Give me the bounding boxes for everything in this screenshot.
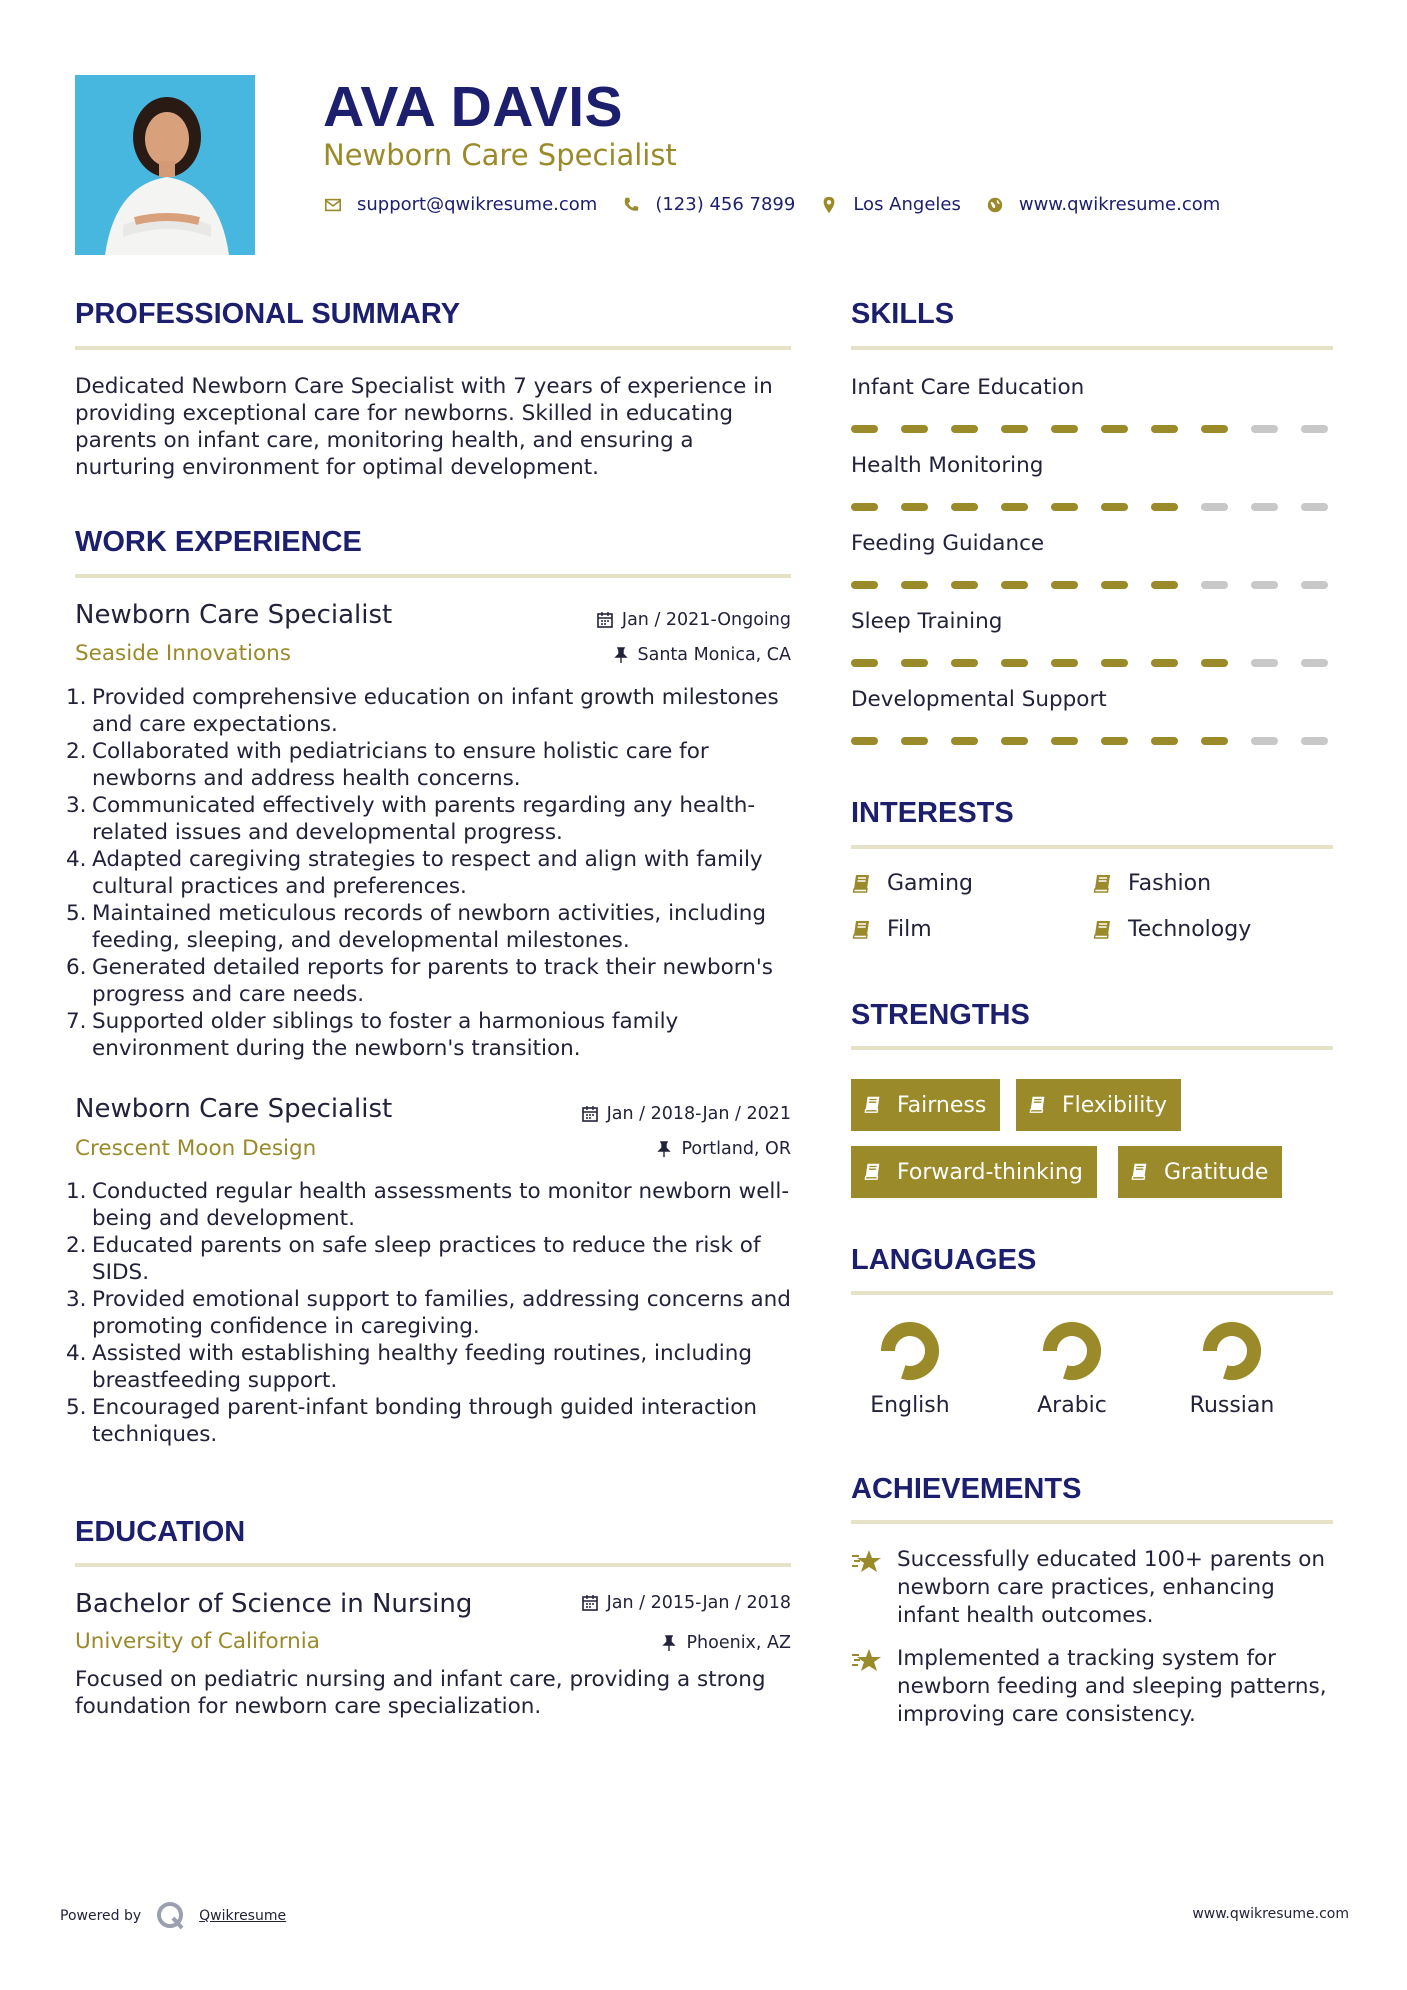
experience-heading: WORK EXPERIENCE [75, 526, 362, 558]
achievement-text: Implemented a tracking system for newborn feeding and sleeping patterns, improving care consistency. [897, 1646, 1327, 1727]
skill-4-rating [851, 659, 1351, 667]
language-progress-ring [878, 1319, 942, 1383]
job-2-bullets [66, 1178, 796, 1448]
footer-powered-by [60, 1900, 286, 1932]
contact-location [819, 194, 961, 215]
list-item: 1. Provided comprehensive education on infant growth milestones and care expectations. [66, 685, 779, 737]
strength-tag [851, 1146, 1097, 1198]
strength-label: Gratitude [1164, 1159, 1269, 1185]
skill-dot-filled [1001, 503, 1028, 511]
interest-item [1092, 871, 1211, 896]
skill-4-name: Sleep Training [851, 609, 1003, 634]
profile-photo [75, 75, 255, 255]
book-icon [863, 1161, 885, 1183]
job-2-date [581, 1104, 791, 1124]
contact-website[interactable] [985, 194, 1220, 215]
summary-text: Dedicated Newborn Care Specialist with 7 years of experience in providing exceptional care for newborns. Skilled in educating parents on infant care, monitoring health, and ensuring a nurturing environment for optimal development. [75, 374, 773, 480]
interest-item [851, 871, 973, 896]
language-label: Arabic [1037, 1393, 1107, 1418]
qwikresume-link[interactable]: Qwikresume [199, 1908, 287, 1924]
qwikresume-logo-icon [155, 1900, 187, 1932]
skill-dot-filled [1101, 503, 1128, 511]
summary-divider [75, 346, 791, 350]
strengths-heading: STRENGTHS [851, 999, 1030, 1031]
globe-icon [985, 195, 1005, 215]
calendar-icon [581, 1594, 599, 1612]
list-item: 7. Supported older siblings to foster a harmonious family environment during the newborn's transition. [66, 1009, 679, 1061]
interest-label: Film [887, 917, 932, 942]
job-1-date [596, 610, 791, 630]
skill-dot-empty [1301, 425, 1328, 433]
skill-dot-filled [1201, 659, 1228, 667]
education-description: Focused on pediatric nursing and infant care, providing a strong foundation for newborn care specialization. [75, 1667, 766, 1719]
strengths-divider [851, 1046, 1333, 1050]
list-item: 2. Collaborated with pediatricians to ensure holistic care for newborns and address health concerns. [66, 739, 709, 791]
achievements-heading: ACHIEVEMENTS [851, 1473, 1082, 1505]
powered-by-label: Powered by [60, 1908, 142, 1924]
list-item: 4. Assisted with establishing healthy feeding routines, including breastfeeding support. [66, 1341, 752, 1393]
book-icon [851, 872, 875, 896]
skill-dot-filled [1051, 503, 1078, 511]
interests-divider [851, 845, 1333, 849]
pushpin-icon [655, 1140, 673, 1158]
skill-1-rating [851, 425, 1351, 433]
skill-3-rating [851, 581, 1351, 589]
skill-dot-filled [851, 659, 878, 667]
skill-dot-empty [1301, 659, 1328, 667]
education-location [660, 1633, 791, 1653]
skill-2-name: Health Monitoring [851, 453, 1044, 478]
skill-3-name: Feeding Guidance [851, 531, 1045, 556]
skill-dot-filled [951, 737, 978, 745]
education-date-text: Jan / 2015-Jan / 2018 [606, 1593, 791, 1613]
language-item [1172, 1319, 1292, 1418]
job-1-company: Seaside Innovations [75, 641, 291, 666]
achievement-text: Successfully educated 100+ parents on newborn care practices, enhancing infant health outcomes. [897, 1547, 1326, 1628]
skill-dot-empty [1251, 581, 1278, 589]
skill-dot-filled [1051, 737, 1078, 745]
skill-dot-filled [851, 503, 878, 511]
skill-dot-empty [1251, 659, 1278, 667]
experience-divider [75, 574, 791, 578]
book-icon [851, 918, 875, 942]
skill-dot-filled [1051, 659, 1078, 667]
skill-dot-filled [901, 659, 928, 667]
job-2-location [655, 1139, 791, 1159]
language-item [850, 1319, 970, 1418]
phone-icon [621, 195, 641, 215]
skill-dot-filled [951, 659, 978, 667]
star-icon [851, 1546, 897, 1630]
list-item: 3. Provided emotional support to families, addressing concerns and promoting confidence in caregiving. [66, 1287, 791, 1339]
skill-dot-empty [1251, 737, 1278, 745]
skill-dot-filled [1001, 425, 1028, 433]
skill-dot-filled [1101, 737, 1128, 745]
book-icon [1092, 918, 1116, 942]
languages-heading: LANGUAGES [851, 1244, 1037, 1276]
job-1-date-text: Jan / 2021-Ongoing [621, 610, 791, 630]
education-degree: Bachelor of Science in Nursing [75, 1589, 473, 1619]
skill-dot-empty [1251, 503, 1278, 511]
list-item: 5. Encouraged parent-infant bonding through guided interaction techniques. [66, 1395, 757, 1447]
achievements-divider [851, 1520, 1333, 1524]
contact-phone-text: (123) 456 7899 [655, 194, 796, 215]
language-progress-ring [1040, 1319, 1104, 1383]
footer-website[interactable]: www.qwikresume.com [1192, 1906, 1349, 1922]
list-item: 5. Maintained meticulous records of newborn activities, including feeding, sleeping, and developmental milestones. [66, 901, 766, 953]
envelope-icon [323, 195, 343, 215]
contact-email[interactable] [323, 194, 597, 215]
language-item [1012, 1319, 1132, 1418]
list-item: 3. Communicated effectively with parents regarding any health-related issues and developmental progress. [66, 793, 756, 845]
skill-dot-filled [1201, 737, 1228, 745]
skill-dot-empty [1301, 737, 1328, 745]
skills-divider [851, 346, 1333, 350]
contact-bar [323, 194, 1244, 215]
languages-divider [851, 1291, 1333, 1295]
strength-tag [851, 1079, 1000, 1131]
skill-dot-filled [1101, 581, 1128, 589]
job-2-title: Newborn Care Specialist [75, 1094, 393, 1124]
interest-item [1092, 917, 1251, 942]
interest-label: Gaming [887, 871, 973, 896]
skill-dot-filled [1001, 581, 1028, 589]
skill-1-name: Infant Care Education [851, 375, 1085, 400]
book-icon [1028, 1094, 1050, 1116]
education-heading: EDUCATION [75, 1516, 246, 1548]
candidate-role: Newborn Care Specialist [323, 138, 677, 172]
skill-dot-filled [1151, 503, 1178, 511]
interests-heading: INTERESTS [851, 797, 1014, 829]
skill-dot-filled [1201, 425, 1228, 433]
profile-photo-illustration [75, 75, 255, 255]
book-icon [1092, 872, 1116, 896]
language-label: Russian [1189, 1393, 1275, 1418]
skill-dot-filled [1051, 425, 1078, 433]
book-icon [1130, 1161, 1152, 1183]
interest-label: Fashion [1128, 871, 1212, 896]
job-1-title: Newborn Care Specialist [75, 600, 393, 630]
skill-dot-filled [901, 737, 928, 745]
skill-dot-filled [901, 581, 928, 589]
skill-dot-filled [851, 581, 878, 589]
summary-heading: PROFESSIONAL SUMMARY [75, 298, 461, 330]
pushpin-icon [612, 646, 630, 664]
interest-label: Technology [1128, 917, 1252, 942]
education-divider [75, 1563, 791, 1567]
strength-label: Flexibility [1062, 1092, 1167, 1118]
skill-dot-filled [1151, 581, 1178, 589]
skill-2-rating [851, 503, 1351, 511]
language-label: English [870, 1393, 950, 1418]
list-item: 6. Generated detailed reports for parents to track their newborn's progress and care needs. [66, 955, 773, 1007]
skill-5-rating [851, 737, 1351, 745]
star-icon [851, 1645, 897, 1729]
education-school: University of California [75, 1629, 320, 1654]
contact-website-text: www.qwikresume.com [1018, 194, 1221, 215]
education-location-text: Phoenix, AZ [686, 1633, 791, 1653]
skill-dot-filled [1001, 659, 1028, 667]
job-2-location-text: Portland, OR [681, 1139, 791, 1159]
contact-phone[interactable] [621, 194, 795, 215]
skill-dot-empty [1301, 581, 1328, 589]
skill-dot-filled [1151, 425, 1178, 433]
calendar-icon [596, 611, 614, 629]
pushpin-icon [660, 1634, 678, 1652]
book-icon [863, 1094, 885, 1116]
skill-dot-filled [901, 503, 928, 511]
calendar-icon [581, 1105, 599, 1123]
skill-dot-empty [1301, 503, 1328, 511]
skills-heading: SKILLS [851, 298, 955, 330]
job-2-date-text: Jan / 2018-Jan / 2021 [606, 1104, 791, 1124]
strength-tag [1118, 1146, 1282, 1198]
language-progress-ring [1200, 1319, 1264, 1383]
skill-dot-filled [1151, 659, 1178, 667]
candidate-name: AVA DAVIS [323, 75, 624, 139]
achievement-item [851, 1645, 1341, 1729]
strength-tag [1016, 1079, 1181, 1131]
skill-dot-filled [1051, 581, 1078, 589]
skill-dot-filled [1001, 737, 1028, 745]
skill-dot-empty [1201, 581, 1228, 589]
skill-dot-filled [951, 581, 978, 589]
list-item: 2. Educated parents on safe sleep practices to reduce the risk of SIDS. [66, 1233, 761, 1285]
job-1-location [612, 645, 792, 665]
skill-dot-filled [1151, 737, 1178, 745]
skill-dot-filled [851, 425, 878, 433]
skill-dot-filled [951, 503, 978, 511]
skill-dot-filled [1101, 659, 1128, 667]
strength-label: Fairness [897, 1092, 987, 1118]
skill-dot-filled [851, 737, 878, 745]
strength-label: Forward-thinking [897, 1159, 1083, 1185]
achievement-item [851, 1546, 1341, 1630]
skill-dot-empty [1201, 503, 1228, 511]
job-1-bullets [66, 684, 796, 1062]
contact-location-text: Los Angeles [853, 194, 961, 215]
list-item: 1. Conducted regular health assessments to monitor newborn well-being and development. [66, 1179, 790, 1231]
map-pin-icon [819, 195, 839, 215]
job-1-location-text: Santa Monica, CA [637, 645, 791, 665]
skill-dot-filled [901, 425, 928, 433]
skill-dot-filled [951, 425, 978, 433]
skill-dot-empty [1251, 425, 1278, 433]
skill-dot-filled [1101, 425, 1128, 433]
skill-5-name: Developmental Support [851, 687, 1107, 712]
list-item: 4. Adapted caregiving strategies to respect and align with family cultural practices and preferences. [66, 847, 763, 899]
interest-item [851, 917, 932, 942]
contact-email-text: support@qwikresume.com [357, 194, 598, 215]
job-2-company: Crescent Moon Design [75, 1136, 317, 1161]
education-date [581, 1593, 791, 1613]
